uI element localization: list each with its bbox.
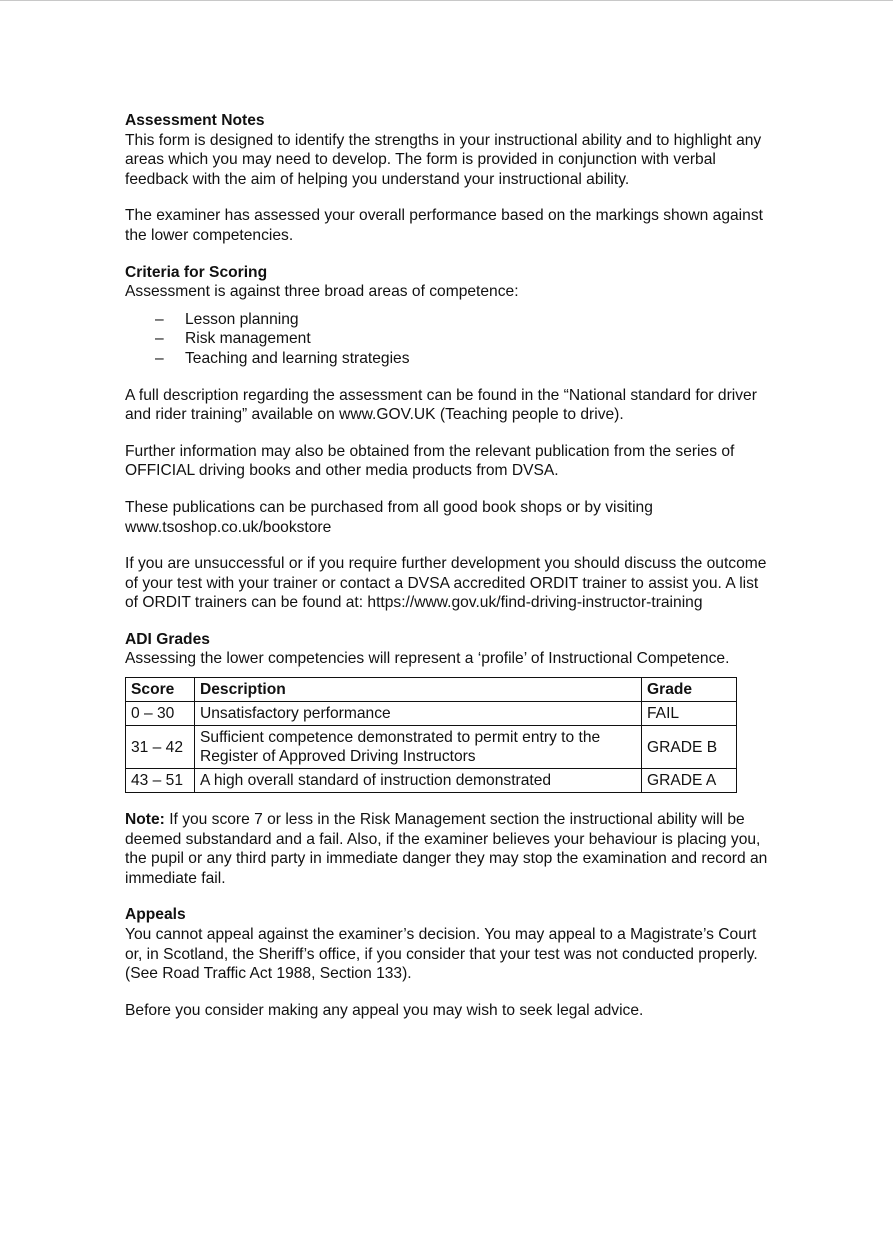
cell-description: A high overall standard of instruction demonstrated (195, 769, 642, 793)
criteria-paragraph-1: A full description regarding the assessment can be found in the “National standard for driver and rider training” available on www.GOV.UK (Teaching people to drive). (125, 386, 757, 424)
note-label: Note: (125, 811, 165, 829)
header-score: Score (126, 678, 195, 702)
appeals-heading: Appeals (125, 906, 186, 924)
assessment-notes-paragraph-1: This form is designed to identify the strengths in your instructional ability and to highlight any areas which you may need to develop. The form is provided in conjunction with verbal feedback with the aim of helping you understand your instructional ability. (125, 131, 762, 188)
document-page (125, 111, 775, 1020)
grades-table (125, 677, 737, 793)
table-header-row (126, 678, 737, 702)
list-item: – Teaching and learning strategies (155, 349, 410, 367)
cell-grade: FAIL (642, 702, 737, 726)
list-item: – Lesson planning (155, 310, 299, 328)
header-description: Description (195, 678, 642, 702)
cell-description: Sufficient competence demonstrated to permit entry to the Register of Approved Driving Instructors (195, 726, 642, 769)
list-item: – Risk management (155, 330, 311, 348)
cell-description: Unsatisfactory performance (195, 702, 642, 726)
cell-grade: GRADE B (642, 726, 737, 769)
adi-grades-heading: ADI Grades (125, 630, 210, 648)
header-grade: Grade (642, 678, 737, 702)
assessment-notes-heading: Assessment Notes (125, 112, 265, 129)
adi-grades-intro: Assessing the lower competencies will represent a ‘profile’ of Instructional Competence. (125, 650, 730, 668)
criteria-heading: Criteria for Scoring (125, 263, 268, 281)
note-text: If you score 7 or less in the Risk Management section the instructional ability will be deemed substandard and a fail. Also, if the examiner believes your behaviour is placing you, the pupil or any third party in immediate danger they may stop the examination and record an immediate fail. (125, 811, 768, 887)
appeals-paragraph-2: Before you consider making any appeal you may wish to seek legal advice. (125, 1001, 644, 1019)
criteria-paragraph-3: These publications can be purchased from all good book shops or by visiting www.tsoshop.co.uk/bookstore (125, 498, 653, 536)
criteria-paragraph-2: Further information may also be obtained from the relevant publication from the series of OFFICIAL driving books and other media products from DVSA. (125, 442, 735, 480)
page-top-border (0, 0, 893, 1)
table-row (126, 769, 737, 793)
table-row (126, 726, 737, 769)
cell-grade: GRADE A (642, 769, 737, 793)
cell-score: 43 – 51 (126, 769, 195, 793)
cell-score: 0 – 30 (126, 702, 195, 726)
cell-score: 31 – 42 (126, 726, 195, 769)
note-paragraph (125, 810, 775, 888)
assessment-notes-paragraph-2: The examiner has assessed your overall performance based on the markings shown against the lower competencies. (125, 207, 763, 244)
table-row (126, 702, 737, 726)
appeals-paragraph-1: You cannot appeal against the examiner’s decision. You may appeal to a Magistrate’s Court or, in Scotland, the Sheriff’s office, if you consider that your test was not conducted properly. (See Road Traffic Act 1988, Section 133). (125, 926, 758, 983)
criteria-intro: Assessment is against three broad areas of competence: (125, 283, 519, 301)
competence-list (125, 310, 775, 369)
criteria-paragraph-4: If you are unsuccessful or if you require further development you should discuss the outcome of your test with your trainer or contact a DVSA accredited ORDIT trainer to assist you. A list of ORDIT trainers can be found at: https://www.gov.uk/find-driving-instructor-training (125, 555, 767, 612)
